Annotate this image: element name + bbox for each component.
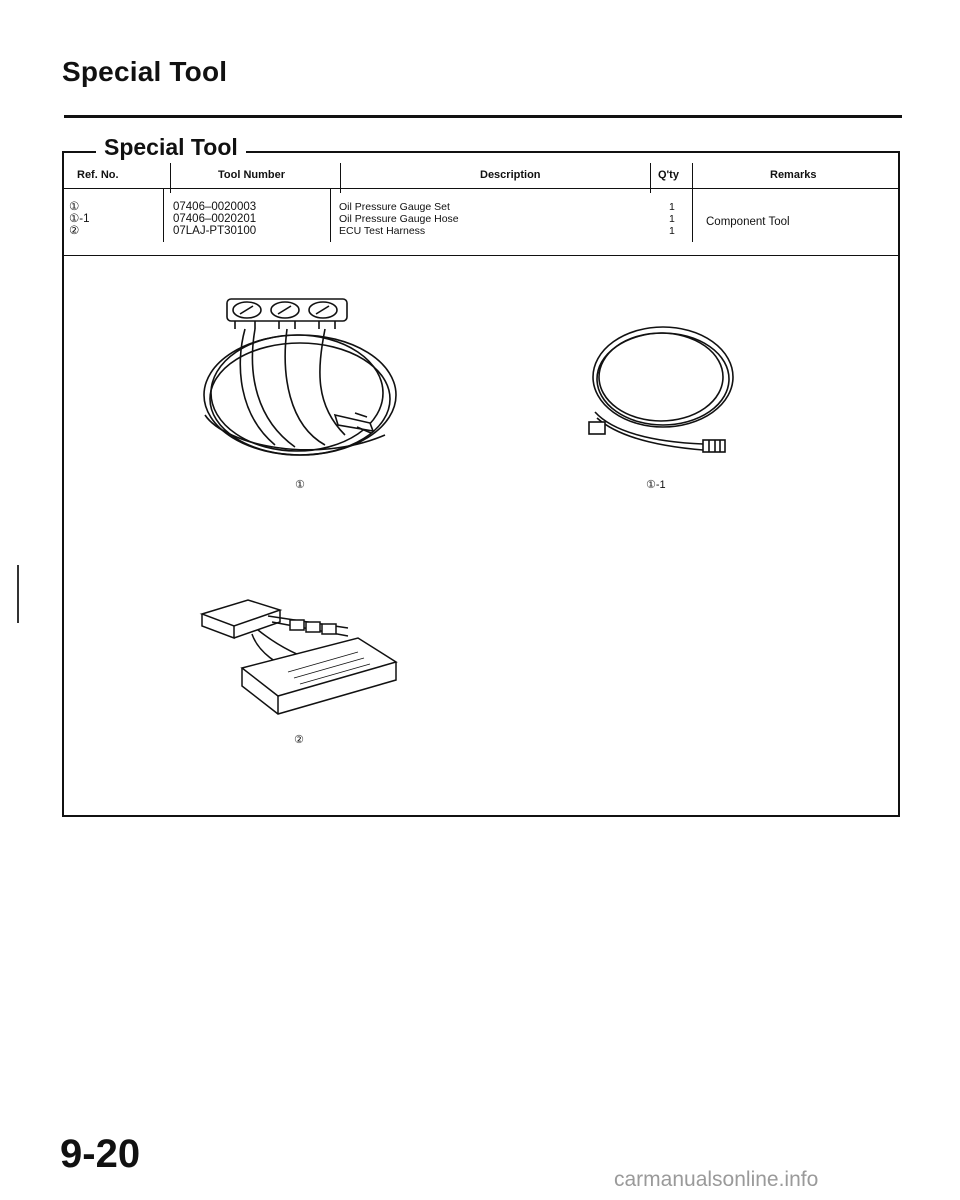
remarks-cell: Component Tool [706, 216, 790, 228]
harness-caption: ② [294, 734, 304, 746]
table-bottom-rule [62, 255, 900, 256]
table-row-tool-number: 07406–0020003 [173, 201, 257, 213]
section-title: Special Tool [96, 134, 246, 161]
table-row-qty: 1 [669, 201, 675, 213]
margin-mark [17, 565, 19, 623]
table-row-description: Oil Pressure Gauge Set [339, 201, 450, 213]
watermark[interactable]: carmanualsonline.info [614, 1168, 819, 1191]
table-row-ref: ② [69, 225, 80, 237]
title-rule [64, 115, 902, 118]
column-divider [330, 188, 331, 242]
table-row-description: ECU Test Harness [339, 225, 426, 237]
table-row-description: Oil Pressure Gauge Hose [339, 213, 459, 225]
table-row-ref: ①-1 [69, 213, 90, 225]
ref-no-cell [69, 201, 90, 237]
table-row-qty: 1 [669, 225, 675, 237]
header-tool-number: Tool Number [218, 169, 286, 181]
page-title: Special Tool [62, 56, 228, 87]
column-divider [692, 188, 693, 242]
oil-pressure-gauge-hose-illustration [583, 322, 738, 462]
hose-caption: ①-1 [646, 479, 666, 491]
description-cell [339, 201, 459, 237]
table-row-tool-number: 07406–0020201 [173, 213, 257, 225]
gauge-set-caption: ① [295, 479, 305, 491]
table-row-ref: ① [69, 201, 80, 213]
header-remarks: Remarks [770, 169, 817, 181]
oil-pressure-gauge-set-illustration [195, 295, 405, 470]
tool-number-cell [173, 201, 256, 237]
page-number: 9-20 [60, 1132, 141, 1176]
ecu-test-harness-illustration [198, 596, 403, 726]
qty-cell [669, 201, 675, 237]
header-qty: Q'ty [658, 169, 679, 181]
header-description: Description [480, 169, 541, 181]
table-row-qty: 1 [669, 213, 675, 225]
table-row-tool-number: 07LAJ-PT30100 [173, 225, 257, 237]
header-rule [62, 188, 900, 189]
column-divider [163, 188, 164, 242]
header-ref-no: Ref. No. [77, 169, 119, 181]
special-tool-frame [62, 151, 900, 817]
